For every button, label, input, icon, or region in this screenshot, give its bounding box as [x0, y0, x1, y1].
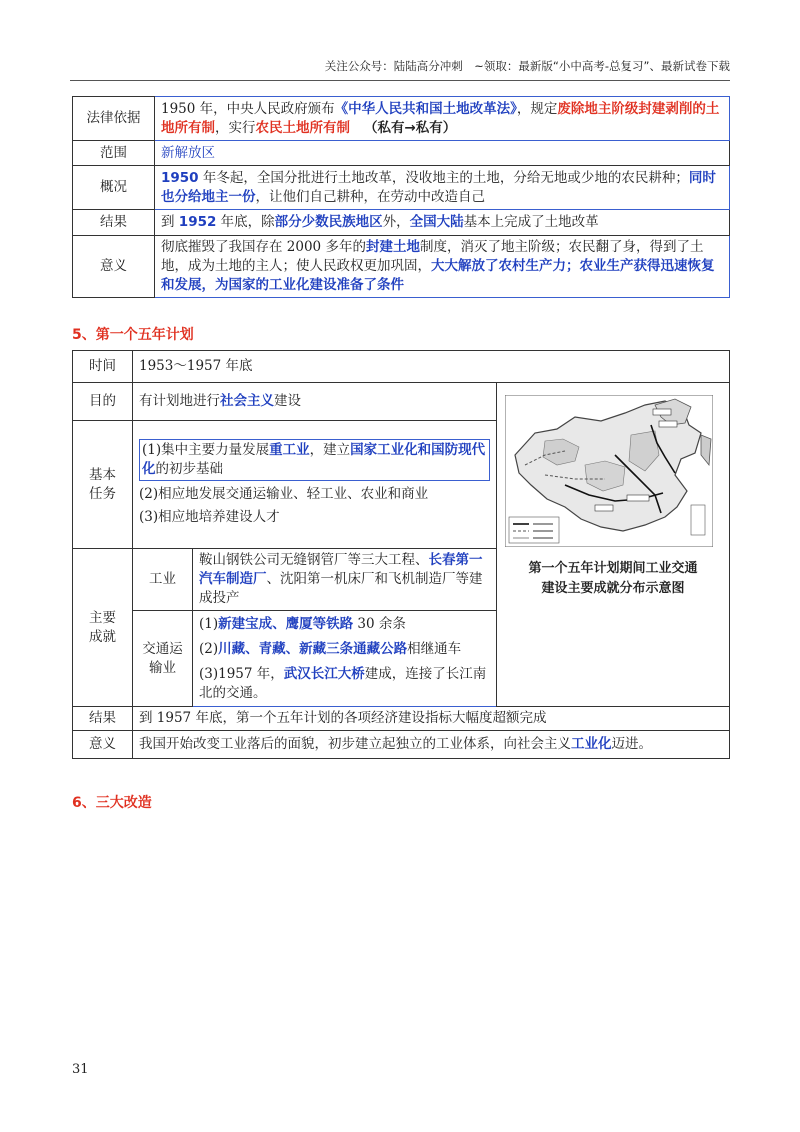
row-label: 意义 [73, 731, 133, 759]
row-label: 目的 [73, 383, 133, 421]
row-label: 交通运 输业 [133, 611, 193, 707]
meaning-cell: 彻底摧毁了我国存在 2000 多年的封建土地制度，消灭了地主阶级；农民翻了身，得到了土地，成为土地的主人；使人民政权更加巩固，大大解放了农村生产力；农业生产获得迅速恢复和发展，为国家的工业化建设准备了条件 [155, 236, 730, 298]
overview-cell: 1950 年冬起，全国分批进行土地改革，没收地主的土地，分给无地或少地的农民耕种；同时也分给地主一份，让他们自己耕种，在劳动中改造自己 [155, 166, 730, 210]
industry-cell: 鞍山钢铁公司无缝钢管厂等三大工程、长春第一汽车制造厂、沈阳第一机床厂和飞机制造厂等建成投产 [193, 549, 497, 611]
table-row [73, 731, 730, 759]
transport-item: (2)川藏、青藏、新藏三条通藏公路相继通车 [199, 641, 462, 657]
row-label: 结果 [73, 210, 155, 236]
transport-item: (1)新建宝成、鹰厦等铁路 30 余条 [199, 616, 406, 632]
scope-cell: 新解放区 [155, 141, 730, 166]
table-row [73, 351, 730, 383]
table-row [73, 166, 730, 210]
row-label: 工业 [133, 549, 193, 611]
table-row [73, 141, 730, 166]
row-label: 结果 [73, 707, 133, 731]
table-row [73, 236, 730, 298]
page-header: 关注公众号：陆陆高分冲刺 ~领取：最新版“小中高考-总复习”、最新试卷下载 [324, 59, 730, 73]
tasks-cell [133, 421, 497, 549]
section-title-five-year-plan: 5、第一个五年计划 [72, 327, 194, 343]
section-title-three-transformations: 6、三大改造 [72, 795, 152, 811]
task-item: (1)集中主要力量发展重工业，建立国家工业化和国防现代化的初步基础 [139, 439, 490, 481]
five-year-plan-table [72, 350, 730, 759]
land-reform-table [72, 96, 730, 298]
goal-cell: 有计划地进行社会主义建设 [133, 383, 497, 421]
row-label: 概况 [73, 166, 155, 210]
table-row [73, 707, 730, 731]
result-cell: 到 1952 年底，除部分少数民族地区外，全国大陆基本上完成了土地改革 [155, 210, 730, 236]
task-item: (3)相应地培养建设人才 [139, 509, 280, 525]
row-label: 时间 [73, 351, 133, 383]
china-map-icon [505, 395, 713, 547]
table-row [73, 383, 730, 421]
time-cell: 1953～1957 年底 [133, 351, 730, 383]
transport-cell [193, 611, 497, 707]
map-caption: 第一个五年计划期间工业交通 建设主要成就分布示意图 [528, 561, 698, 596]
row-label: 范围 [73, 141, 155, 166]
task-item: (2)相应地发展交通运输业、轻工业、农业和商业 [139, 486, 429, 502]
legal-basis-cell: 1950 年，中央人民政府颁布《中华人民共和国土地改革法》，规定废除地主阶级封建剥削的土地所有制，实行农民土地所有制 （私有→私有） [155, 97, 730, 141]
transport-item: (3)1957 年，武汉长江大桥建成，连接了长江南北的交通。 [199, 666, 487, 701]
table-row [73, 210, 730, 236]
page-number: 31 [72, 1062, 89, 1077]
table-row [73, 97, 730, 141]
result-cell: 到 1957 年底，第一个五年计划的各项经济建设指标大幅度超额完成 [133, 707, 730, 731]
header-rule [70, 80, 730, 81]
meaning-cell: 我国开始改变工业落后的面貌，初步建立起独立的工业体系，向社会主义工业化迈进。 [133, 731, 730, 759]
row-label: 主要 成就 [73, 549, 133, 707]
row-label: 基本 任务 [73, 421, 133, 549]
row-label: 法律依据 [73, 97, 155, 141]
map-cell [497, 383, 730, 707]
row-label: 意义 [73, 236, 155, 298]
